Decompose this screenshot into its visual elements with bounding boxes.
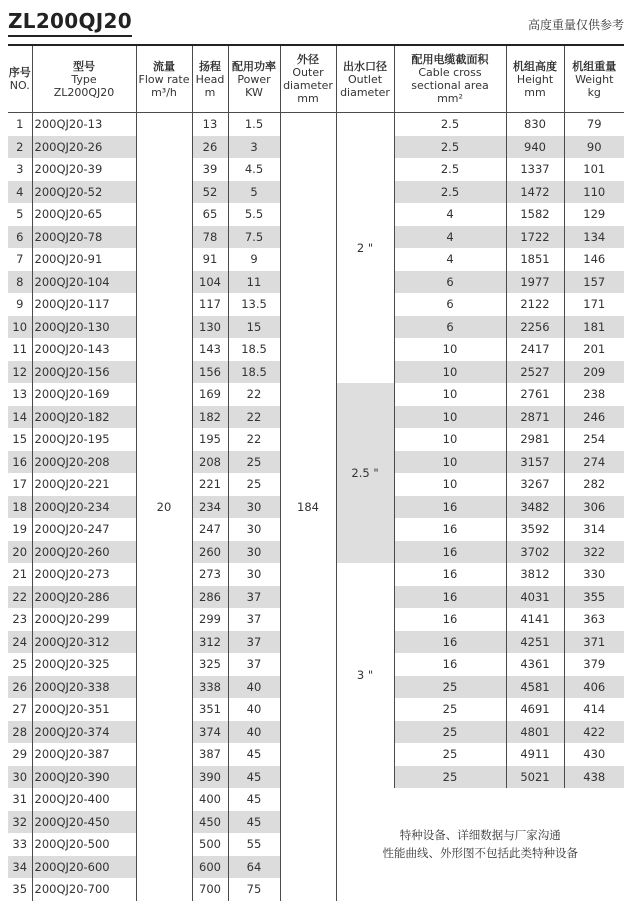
model-cell: 200QJ20-390 [32,766,136,789]
col-cable [394,45,506,113]
col-cable-cn: 配用电缆截面积 [411,53,489,66]
col-flow [136,45,192,113]
head-cell: 13 [192,113,228,136]
note-line-1: 特种设备、详细数据与厂家沟通 [399,828,561,843]
spec-table-body [8,113,624,901]
head-cell: 26 [192,136,228,159]
col-power-en2: KW [245,85,263,99]
height-cell: 4581 [506,676,564,699]
height-cell: 4361 [506,653,564,676]
power-cell: 30 [228,563,280,586]
height-cell: 2417 [506,338,564,361]
reference-note: 高度重量仅供参考 [527,18,624,32]
head-cell: 338 [192,676,228,699]
model-cell: 200QJ20-39 [32,158,136,181]
col-type-en2: ZL200QJ20 [53,85,115,99]
height-cell: 3267 [506,473,564,496]
model-cell: 200QJ20-26 [32,136,136,159]
cable-cell: 16 [394,563,506,586]
height-cell: 4251 [506,631,564,654]
model-cell: 200QJ20-195 [32,428,136,451]
weight-cell: 330 [564,563,624,586]
row-number: 9 [16,297,24,311]
weight-cell: 134 [564,226,624,249]
weight-cell: 322 [564,541,624,564]
height-cell: 1582 [506,203,564,226]
head-cell: 500 [192,833,228,856]
weight-cell: 246 [564,406,624,429]
height-cell: 830 [506,113,564,136]
weight-cell: 79 [564,113,624,136]
weight-cell: 129 [564,203,624,226]
power-cell: 1.5 [228,113,280,136]
flow-rate-cell: 20 [136,113,192,901]
row-number: 3 [16,162,24,176]
model-cell: 200QJ20-286 [32,586,136,609]
col-type-en1: Type [71,72,97,86]
power-cell: 40 [228,676,280,699]
col-no [8,45,32,113]
power-cell: 11 [228,271,280,294]
col-outlet-en2: diameter [340,85,390,99]
special-equipment-note [336,788,624,901]
note-line-2: 性能曲线、外形图不包括此类特种设备 [382,846,578,861]
weight-cell: 209 [564,361,624,384]
head-cell: 143 [192,338,228,361]
power-cell: 45 [228,788,280,811]
height-cell: 2527 [506,361,564,384]
weight-cell: 101 [564,158,624,181]
power-cell: 3 [228,136,280,159]
power-cell: 13.5 [228,293,280,316]
head-cell: 600 [192,856,228,879]
col-outer-diameter [280,45,336,113]
model-cell: 200QJ20-104 [32,271,136,294]
cable-cell: 6 [394,293,506,316]
row-number: 10 [8,316,32,339]
row-number: 17 [12,477,28,491]
weight-cell: 274 [564,451,624,474]
row-number: 4 [8,181,32,204]
row-number: 35 [12,882,28,896]
cable-cell: 10 [394,406,506,429]
model-cell: 200QJ20-52 [32,181,136,204]
weight-cell: 422 [564,721,624,744]
col-weight-en1: Weight [575,72,614,86]
model-cell: 200QJ20-312 [32,631,136,654]
power-cell: 30 [228,541,280,564]
model-cell: 200QJ20-221 [32,473,136,496]
row-number: 19 [12,522,28,536]
height-cell: 2981 [506,428,564,451]
weight-cell: 201 [564,338,624,361]
power-cell: 4.5 [228,158,280,181]
cable-cell: 4 [394,203,506,226]
model-cell: 200QJ20-156 [32,361,136,384]
weight-cell: 181 [564,316,624,339]
weight-cell: 355 [564,586,624,609]
head-cell: 312 [192,631,228,654]
power-cell: 45 [228,811,280,834]
height-cell: 2871 [506,406,564,429]
model-title: ZL200QJ20 [8,8,132,37]
weight-cell: 238 [564,383,624,406]
weight-cell: 363 [564,608,624,631]
cable-cell: 25 [394,698,506,721]
height-cell: 3482 [506,496,564,519]
row-number: 24 [8,631,32,654]
power-cell: 37 [228,653,280,676]
head-cell: 325 [192,653,228,676]
head-cell: 387 [192,743,228,766]
model-cell: 200QJ20-13 [32,113,136,136]
row-number: 14 [8,406,32,429]
model-cell: 200QJ20-450 [32,811,136,834]
power-cell: 18.5 [228,338,280,361]
head-cell: 400 [192,788,228,811]
cable-cell: 10 [394,451,506,474]
power-cell: 64 [228,856,280,879]
weight-cell: 171 [564,293,624,316]
model-cell: 200QJ20-299 [32,608,136,631]
col-no-cn: 序号 [8,66,31,79]
model-cell: 200QJ20-387 [32,743,136,766]
row-number: 26 [8,676,32,699]
weight-cell: 414 [564,698,624,721]
head-cell: 130 [192,316,228,339]
col-head-en1: Head [195,72,225,86]
model-cell: 200QJ20-117 [32,293,136,316]
weight-cell: 379 [564,653,624,676]
cable-cell: 25 [394,721,506,744]
col-weight-cn: 机组重量 [572,59,617,73]
head-cell: 247 [192,518,228,541]
weight-cell: 306 [564,496,624,519]
cable-cell: 16 [394,496,506,519]
power-cell: 45 [228,743,280,766]
model-cell: 200QJ20-182 [32,406,136,429]
model-cell: 200QJ20-208 [32,451,136,474]
row-number: 12 [8,361,32,384]
head-cell: 182 [192,406,228,429]
row-number: 32 [8,811,32,834]
col-outer-cn: 外径 [297,53,319,66]
height-cell: 3157 [506,451,564,474]
col-outlet-diameter [336,45,394,113]
model-cell: 200QJ20-247 [32,518,136,541]
cable-cell: 2.5 [394,158,506,181]
head-cell: 208 [192,451,228,474]
top-bar [8,6,624,42]
power-cell: 5 [228,181,280,204]
cable-cell: 10 [394,361,506,384]
row-number: 30 [8,766,32,789]
col-head [192,45,228,113]
col-power-en1: Power [237,72,271,86]
row-number: 23 [12,612,28,626]
row-number: 11 [12,342,28,356]
col-cable-en2: sectional area [411,79,489,92]
cable-cell: 6 [394,316,506,339]
weight-cell: 90 [564,136,624,159]
cable-cell: 16 [394,518,506,541]
spec-table [8,44,624,901]
weight-cell: 371 [564,631,624,654]
row-number: 27 [12,702,28,716]
head-cell: 234 [192,496,228,519]
height-cell: 3702 [506,541,564,564]
col-type-cn: 型号 [73,59,95,73]
weight-cell: 254 [564,428,624,451]
cable-cell: 16 [394,586,506,609]
height-cell: 1722 [506,226,564,249]
power-cell: 22 [228,406,280,429]
power-cell: 37 [228,608,280,631]
height-cell: 5021 [506,766,564,789]
col-type [32,45,136,113]
height-cell: 4911 [506,743,564,766]
height-cell: 1977 [506,271,564,294]
model-cell: 200QJ20-260 [32,541,136,564]
head-cell: 117 [192,293,228,316]
model-cell: 200QJ20-351 [32,698,136,721]
header-row [8,45,624,113]
outlet-diameter-2in: 2 " [336,113,394,384]
cable-cell: 2.5 [394,113,506,136]
col-weight-en2: kg [587,85,601,99]
model-cell: 200QJ20-338 [32,676,136,699]
power-cell: 9 [228,248,280,271]
head-cell: 351 [192,698,228,721]
col-weight [564,45,624,113]
row-number: 7 [16,252,24,266]
power-cell: 40 [228,721,280,744]
weight-cell: 406 [564,676,624,699]
col-outlet-en1: Outlet [347,72,383,86]
model-cell: 200QJ20-143 [32,338,136,361]
power-cell: 22 [228,428,280,451]
col-power [228,45,280,113]
col-no-en: NO. [9,79,30,92]
weight-cell: 430 [564,743,624,766]
head-cell: 195 [192,428,228,451]
row-number: 33 [12,837,28,851]
cable-cell: 10 [394,338,506,361]
col-height-en1: Height [516,72,554,86]
cable-cell: 2.5 [394,136,506,159]
row-number: 16 [8,451,32,474]
power-cell: 55 [228,833,280,856]
head-cell: 260 [192,541,228,564]
model-cell: 200QJ20-374 [32,721,136,744]
col-flow-cn: 流量 [153,59,175,73]
head-cell: 221 [192,473,228,496]
head-cell: 286 [192,586,228,609]
row-number: 13 [12,387,28,401]
head-cell: 374 [192,721,228,744]
model-cell: 200QJ20-91 [32,248,136,271]
power-cell: 5.5 [228,203,280,226]
cable-cell: 16 [394,631,506,654]
outlet-diameter-3in: 3 " [336,563,394,788]
cable-cell: 4 [394,226,506,249]
height-cell: 3812 [506,563,564,586]
table-row [8,113,624,136]
col-flow-en2: m³/h [151,85,177,99]
power-cell: 40 [228,698,280,721]
power-cell: 75 [228,878,280,901]
weight-cell: 146 [564,248,624,271]
cable-cell: 16 [394,608,506,631]
power-cell: 30 [228,496,280,519]
row-number: 34 [8,856,32,879]
weight-cell: 438 [564,766,624,789]
cable-cell: 4 [394,248,506,271]
row-number: 15 [12,432,28,446]
height-cell: 2761 [506,383,564,406]
power-cell: 18.5 [228,361,280,384]
head-cell: 700 [192,878,228,901]
cable-cell: 25 [394,743,506,766]
power-cell: 25 [228,451,280,474]
model-cell: 200QJ20-273 [32,563,136,586]
col-cable-en1: Cable cross [418,66,482,79]
weight-cell: 282 [564,473,624,496]
row-number: 28 [8,721,32,744]
model-cell: 200QJ20-400 [32,788,136,811]
col-power-cn: 配用功率 [232,59,276,73]
cable-cell: 6 [394,271,506,294]
head-cell: 450 [192,811,228,834]
head-cell: 65 [192,203,228,226]
height-cell: 1851 [506,248,564,271]
head-cell: 91 [192,248,228,271]
row-number: 31 [12,792,28,806]
head-cell: 390 [192,766,228,789]
cable-cell: 10 [394,428,506,451]
model-cell: 200QJ20-500 [32,833,136,856]
row-number: 20 [8,541,32,564]
model-cell: 200QJ20-325 [32,653,136,676]
col-outer-en3: mm [297,92,319,105]
power-cell: 25 [228,473,280,496]
height-cell: 4691 [506,698,564,721]
height-cell: 1472 [506,181,564,204]
power-cell: 30 [228,518,280,541]
row-number: 5 [16,207,24,221]
power-cell: 7.5 [228,226,280,249]
head-cell: 52 [192,181,228,204]
cable-cell: 10 [394,383,506,406]
row-number: 6 [8,226,32,249]
row-number: 1 [16,117,24,131]
cable-cell: 16 [394,653,506,676]
power-cell: 22 [228,383,280,406]
power-cell: 15 [228,316,280,339]
model-cell: 200QJ20-130 [32,316,136,339]
head-cell: 39 [192,158,228,181]
row-number: 21 [12,567,28,581]
height-cell: 1337 [506,158,564,181]
height-cell: 4141 [506,608,564,631]
col-height-en2: mm [524,85,546,99]
height-cell: 2122 [506,293,564,316]
head-cell: 78 [192,226,228,249]
col-head-en2: m [204,85,216,99]
height-cell: 4031 [506,586,564,609]
cable-cell: 25 [394,766,506,789]
row-number: 29 [12,747,28,761]
model-cell: 200QJ20-700 [32,878,136,901]
head-cell: 169 [192,383,228,406]
power-cell: 45 [228,766,280,789]
head-cell: 299 [192,608,228,631]
model-cell: 200QJ20-169 [32,383,136,406]
height-cell: 4801 [506,721,564,744]
power-cell: 37 [228,631,280,654]
cable-cell: 2.5 [394,181,506,204]
power-cell: 37 [228,586,280,609]
model-cell: 200QJ20-65 [32,203,136,226]
outlet-diameter-2-5in: 2.5 " [336,383,394,563]
row-number: 18 [8,496,32,519]
col-outlet-cn: 出水口径 [343,59,387,73]
col-height [506,45,564,113]
height-cell: 940 [506,136,564,159]
head-cell: 156 [192,361,228,384]
weight-cell: 314 [564,518,624,541]
model-cell: 200QJ20-600 [32,856,136,879]
col-outer-en2: diameter [283,79,333,92]
head-cell: 273 [192,563,228,586]
height-cell: 2256 [506,316,564,339]
head-cell: 104 [192,271,228,294]
col-flow-en1: Flow rate [138,72,190,86]
row-number: 22 [8,586,32,609]
row-number: 2 [8,136,32,159]
weight-cell: 110 [564,181,624,204]
cable-cell: 16 [394,541,506,564]
col-cable-en3: mm² [437,92,463,105]
col-height-cn: 机组高度 [513,59,557,73]
weight-cell: 157 [564,271,624,294]
outer-diameter-cell: 184 [280,113,336,901]
height-cell: 3592 [506,518,564,541]
model-cell: 200QJ20-78 [32,226,136,249]
col-outer-en1: Outer [292,66,324,79]
row-number: 8 [8,271,32,294]
col-head-cn: 扬程 [199,59,221,73]
row-number: 25 [12,657,28,671]
cable-cell: 10 [394,473,506,496]
cable-cell: 25 [394,676,506,699]
model-cell: 200QJ20-234 [32,496,136,519]
